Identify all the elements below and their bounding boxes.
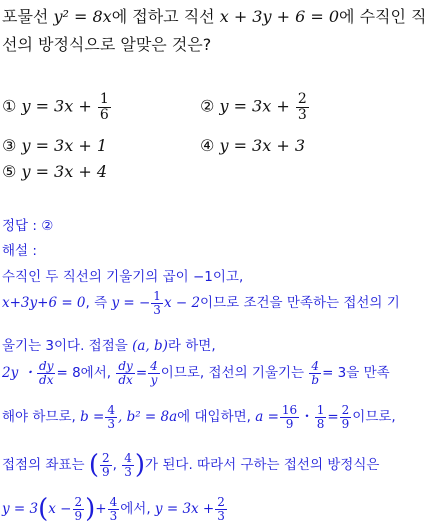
fraction-denominator: 9 <box>74 508 83 523</box>
explanation-header <box>2 239 37 259</box>
fraction-numerator: dy <box>39 359 54 373</box>
fraction-denominator: 3 <box>153 302 161 317</box>
explanation-text: 가 된다. 따라서 구하는 접선의 방정식은 <box>145 457 380 473</box>
fraction-denominator: 9 <box>102 464 110 479</box>
fraction-denominator: 3 <box>217 508 225 523</box>
fraction-numerator: 1 <box>99 91 109 107</box>
fraction-numerator: 4 <box>150 359 158 373</box>
option-expression: y = 3x + 1 <box>21 136 108 155</box>
line-equation: x + 3y + 6 = 0 <box>219 7 340 26</box>
math-expression: y = − <box>111 295 151 312</box>
fraction-numerator: 2 <box>102 450 110 465</box>
math-expression: x − 2 <box>163 295 201 312</box>
option-marker: ⑤ <box>2 162 17 181</box>
explanation-text: 이므로 조건을 만족하는 접선의 기 <box>200 295 400 312</box>
fraction-denominator: 3 <box>124 464 132 479</box>
fraction-denominator: y <box>150 372 158 387</box>
question-text: 포물선 <box>2 7 54 26</box>
answer-text: 정답 : ② <box>2 218 54 234</box>
math-expression: + <box>95 501 107 517</box>
explanation-text: 에 대입하면, <box>177 409 256 426</box>
option-expression: y = 3x + <box>219 96 295 116</box>
question-text: 선의 방정식으로 알맞은 것은? <box>2 35 212 54</box>
fraction-denominator: 3 <box>109 508 118 523</box>
option-expression: y = 3x + <box>21 96 97 116</box>
fraction-numerator: 2 <box>341 403 350 417</box>
math-expression: ・ <box>300 409 314 426</box>
fraction-denominator: 8 <box>316 416 325 431</box>
option-marker: ③ <box>2 136 17 155</box>
fraction-numerator: 16 <box>281 403 298 417</box>
fraction-denominator: 9 <box>285 416 294 431</box>
explanation-text: 울기는 3이다. 접점을 <box>2 338 133 354</box>
explanation-line-5 <box>2 404 396 430</box>
fraction-numerator: 2 <box>74 494 83 509</box>
close-paren: ) <box>85 494 96 524</box>
explanation-text: = 8에서, <box>56 365 112 382</box>
explanation-text: 에서, <box>120 501 155 517</box>
fraction-numerator: 2 <box>297 91 307 107</box>
explanation-text: 해야 하므로, <box>2 409 81 426</box>
math-expression: (a, b) <box>132 338 168 354</box>
math-expression: y = 3 <box>2 501 39 517</box>
explanation-line-6 <box>2 450 379 480</box>
explanation-line-3 <box>2 334 216 354</box>
question-text: 에 수직인 직 <box>339 7 427 26</box>
option-expression: y = 3x + 4 <box>21 162 108 181</box>
fraction-numerator: 4 <box>309 360 321 374</box>
option-marker: ④ <box>200 136 215 155</box>
open-paren: ( <box>38 494 49 524</box>
explanation-text: 이므로, 접선의 기울기는 <box>160 365 305 382</box>
option-5[interactable] <box>2 162 107 181</box>
parabola-equation: y² = 8x <box>53 7 112 26</box>
option-marker: ① <box>2 96 17 116</box>
math-expression: y = 3x + <box>154 501 215 517</box>
explanation-text: , 즉 <box>85 295 112 312</box>
option-3[interactable] <box>2 136 107 155</box>
math-expression: b = <box>80 409 105 426</box>
math-expression: 2y ・ <box>2 365 37 382</box>
option-marker: ② <box>200 96 215 116</box>
option-expression: y = 3x + 3 <box>219 136 306 155</box>
fraction-numerator: 4 <box>109 494 118 509</box>
fraction-denominator: b <box>311 372 320 387</box>
explanation-text: 이므로, <box>352 409 396 426</box>
fraction-numerator: 4 <box>124 450 132 465</box>
math-expression: x+3y+6 = 0 <box>2 295 86 312</box>
explanation-line-7 <box>2 494 228 524</box>
explanation-text: 접점의 좌표는 <box>2 457 89 473</box>
explanation-line-4 <box>2 360 390 386</box>
math-expression: a = <box>255 409 279 426</box>
math-expression: = <box>135 365 148 382</box>
math-expression: , <box>112 457 122 473</box>
math-expression: x − <box>48 501 72 517</box>
open-paren: ( <box>88 450 99 480</box>
explanation-line-1 <box>2 265 243 285</box>
question-line-2 <box>2 32 211 55</box>
close-paren: ) <box>134 450 146 480</box>
explanation-line-2 <box>2 290 400 316</box>
explanation-title: 해설 : <box>2 243 37 259</box>
explanation-text: 수직인 두 직선의 기울기의 곱이 −1이고, <box>2 269 244 285</box>
fraction-denominator: 3 <box>107 416 115 431</box>
fraction-denominator: 3 <box>297 106 307 123</box>
math-expression: , b² = 8a <box>117 409 178 426</box>
question-text: 에 접하고 직선 <box>111 7 220 26</box>
explanation-text: 라 하면, <box>167 338 216 354</box>
math-expression: = <box>327 409 339 426</box>
fraction-denominator: dx <box>118 372 133 387</box>
option-1[interactable] <box>2 92 112 122</box>
answer-line <box>2 214 53 234</box>
fraction-denominator: 6 <box>99 106 109 123</box>
fraction-denominator: dx <box>39 372 54 387</box>
fraction-numerator: 1 <box>153 289 161 303</box>
fraction-numerator: 4 <box>107 403 115 417</box>
fraction-numerator: 2 <box>217 494 225 509</box>
fraction-numerator: 1 <box>316 403 325 417</box>
option-2[interactable] <box>200 92 310 122</box>
option-4[interactable] <box>200 136 305 155</box>
question-line-1 <box>2 4 427 27</box>
fraction-numerator: dy <box>118 359 133 373</box>
explanation-text: = 3을 만족 <box>322 365 390 382</box>
fraction-denominator: 9 <box>341 416 350 431</box>
